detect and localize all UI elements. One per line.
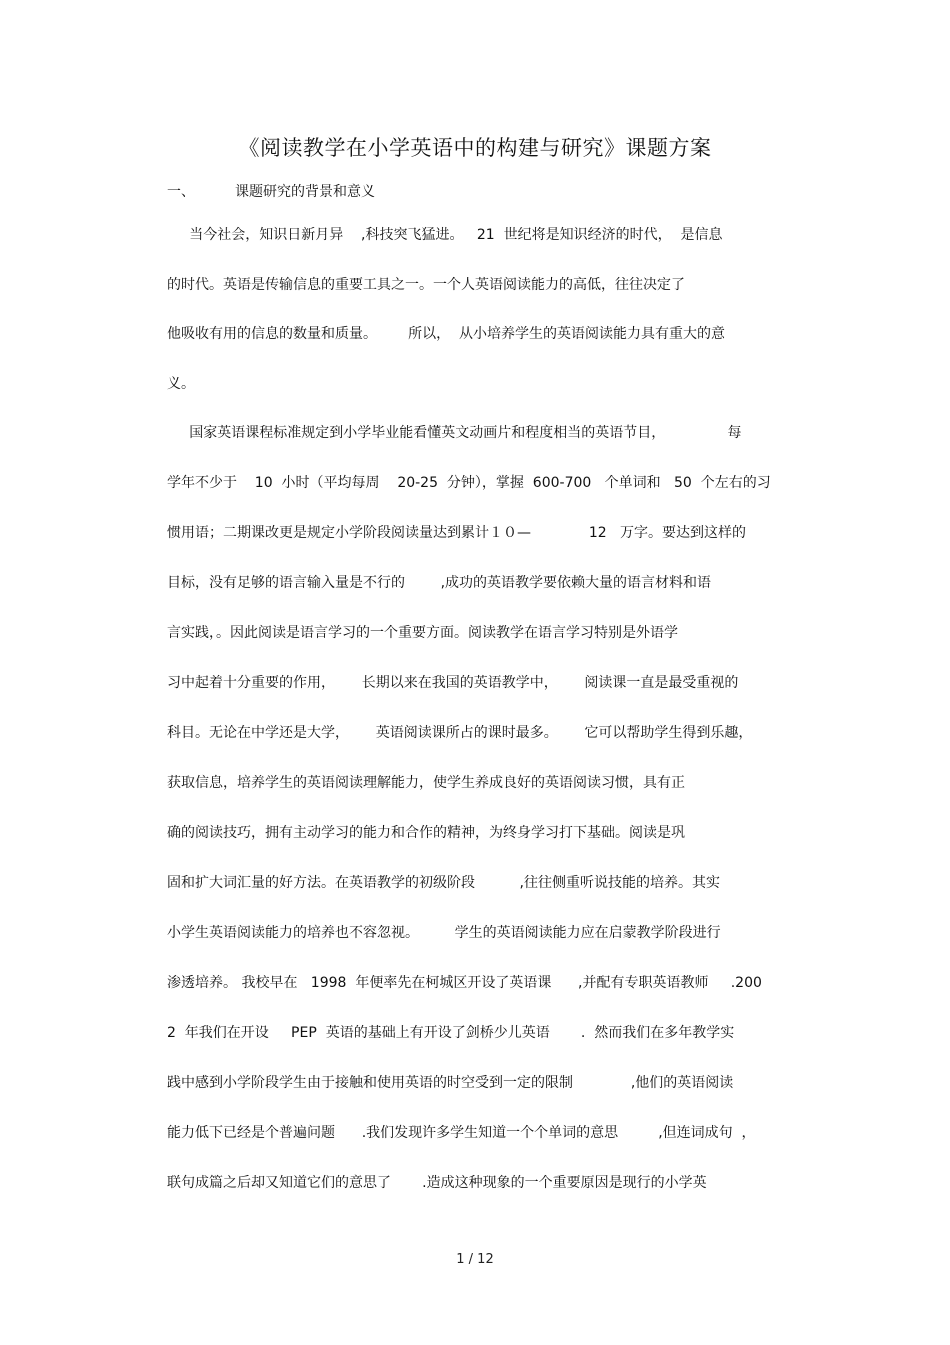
paragraph-line: 的时代。英语是传输信息的重要工具之一。一个人英语阅读能力的高低，往往决定了 [167,277,685,293]
paragraph-line: 目标，没有足够的语言输入量是不行的 ,成功的英语教学要依赖大量的语言材料和语 [167,575,712,591]
paragraph-line: 固和扩大词汇量的好方法。在英语教学的初级阶段 ,往往侧重听说技能的培养。其实 [167,875,720,891]
paragraph-line: 学年不少于 10 小时（平均每周 20-25 分钟），掌握 600-700 个单词和 50 个左右的习 [167,475,771,491]
paragraph-line: 他吸收有用的信息的数量和质量。 所以， 从小培养学生的英语阅读能力具有重大的意 [167,326,726,342]
paragraph-line: 2 年我们在开设 PEP 英语的基础上有开设了剑桥少儿英语 . 然而我们在多年教学实 [167,1025,735,1041]
paragraph-line: 践中感到小学阶段学生由于接触和使用英语的时空受到一定的限制 ,他们的英语阅读 [167,1075,734,1091]
section-title: 课题研究的背景和意义 [235,184,375,200]
paragraph-line: 言实践，。因此阅读是语言学习的一个重要方面。阅读教学在语言学习特别是外语学 [167,625,678,641]
document-title: 《阅读教学在小学英语中的构建与研究》课题方案 [238,136,712,160]
paragraph-line: 获取信息，培养学生的英语阅读理解能力，使学生养成良好的英语阅读习惯，具有正 [167,775,685,791]
paragraph-line: 义。 [167,376,195,392]
paragraph-line: 联句成篇之后却又知道它们的意思了 .造成这种现象的一个重要原因是现行的小学英 [167,1175,707,1191]
paragraph-line: 国家英语课程标准规定到小学毕业能看懂英文动画片和程度相当的英语节目， 每 [167,425,742,441]
paragraph-line: 习中起着十分重要的作用， 长期以来在我国的英语教学中， 阅读课一直是最受重视的 [167,675,739,691]
paragraph-line: 当今社会，知识日新月异 ,科技突飞猛进。 21 世纪将是知识经济的时代， 是信息 [167,227,723,243]
page-indicator: 1 / 12 [456,1252,494,1267]
paragraph-line: 小学生英语阅读能力的培养也不容忽视。 学生的英语阅读能力应在启蒙教学阶段进行 [167,925,721,941]
paragraph-line: 科目。无论在中学还是大学， 英语阅读课所占的课时最多。 它可以帮助学生得到乐趣， [167,725,753,741]
paragraph-line: 渗透培养。 我校早在 1998 年便率先在柯城区开设了英语课 ,并配有专职英语教师 .200 [167,975,762,991]
paragraph-line: 能力低下已经是个普遍问题 .我们发现许多学生知道一个个单词的意思 ,但连词成句 ， [167,1125,756,1141]
paragraph-line: 惯用语；二期课改更是规定小学阶段阅读量达到累计１０— 12 万字。要达到这样的 [167,525,747,541]
section-number: 一、 [167,184,195,200]
paragraph-line: 确的阅读技巧，拥有主动学习的能力和合作的精神，为终身学习打下基础。阅读是巩 [167,825,685,841]
